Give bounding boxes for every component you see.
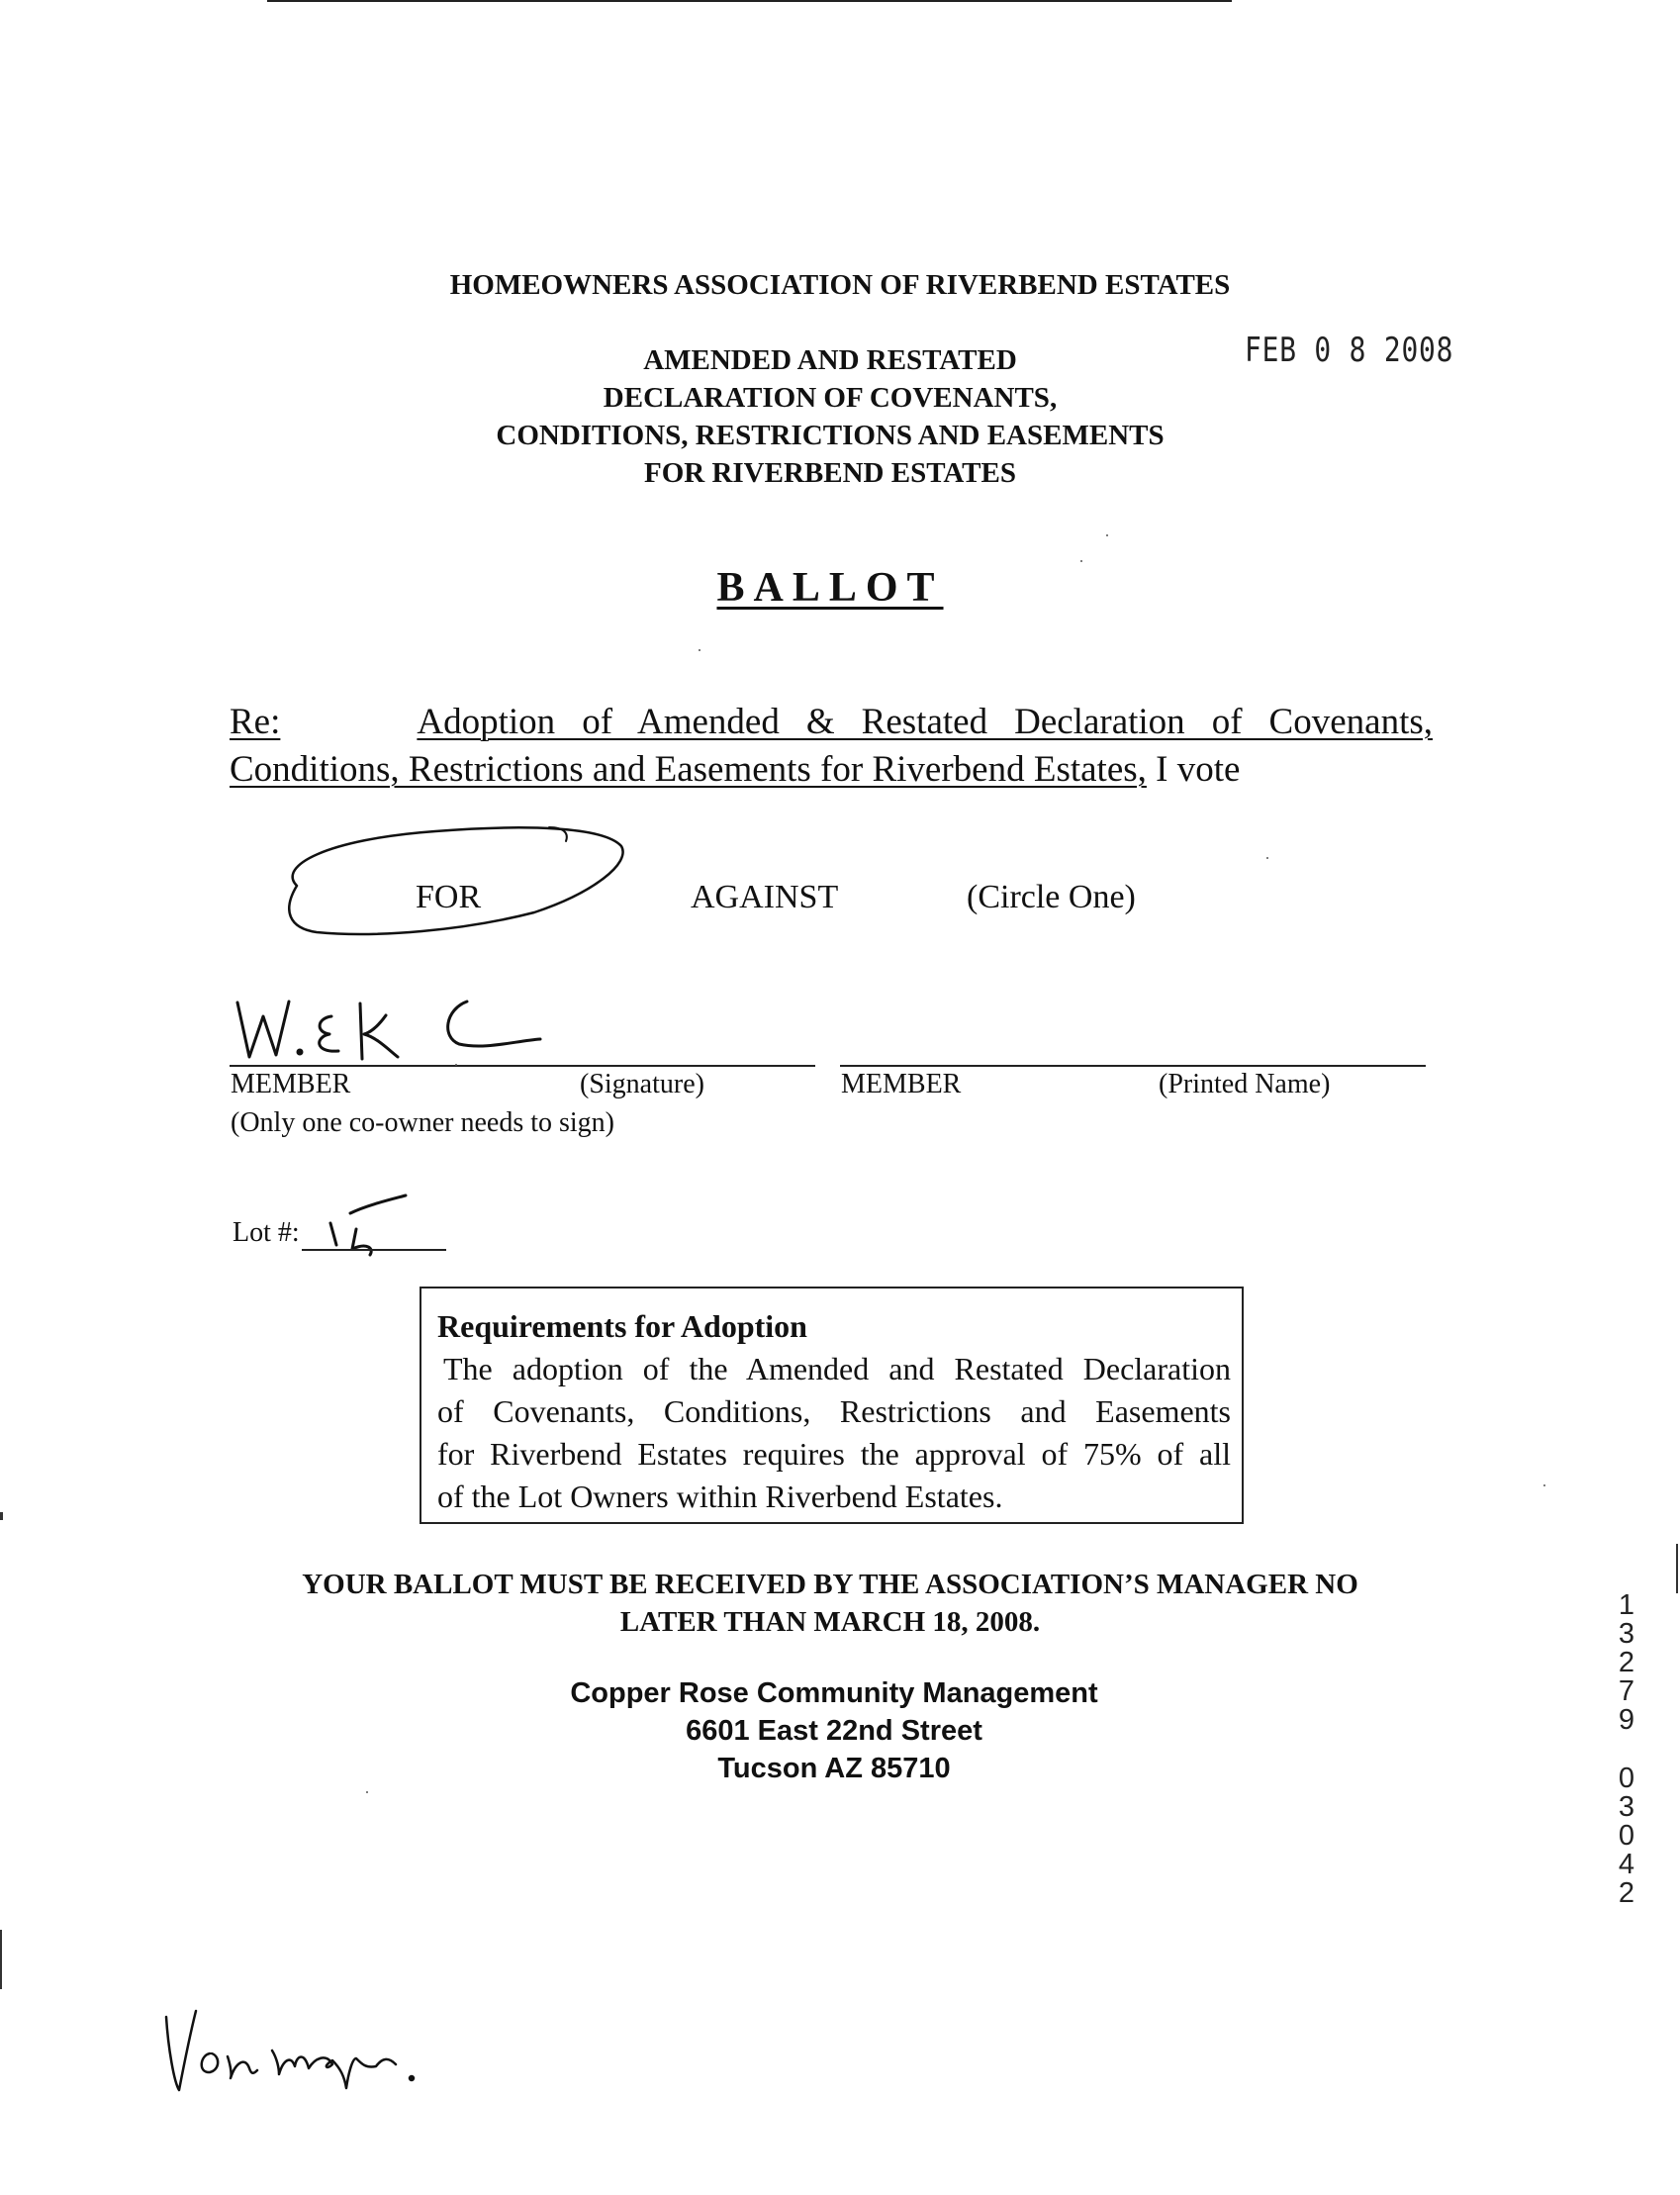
member-label: MEMBER [841, 1069, 962, 1099]
document-number-digit: 2 [1618, 1877, 1635, 1909]
handwritten-note [166, 2011, 414, 2090]
re-label: Re: [230, 702, 281, 742]
document-number [1609, 1591, 1644, 1908]
vote-option-for[interactable]: FOR [416, 879, 482, 915]
scan-speck [1080, 560, 1082, 562]
document-number-gap [1609, 1735, 1644, 1765]
scan-speck [1266, 857, 1268, 859]
requirements-line: of Covenants, Conditions, Restrictions and Easements [437, 1393, 1231, 1429]
deadline-line: LATER THAN MARCH 18, 2008. [619, 1606, 1041, 1638]
coowner-note: (Only one co-owner needs to sign) [231, 1107, 615, 1138]
vote-circle-mark [289, 827, 622, 934]
manager-city: Tucson AZ 85710 [717, 1753, 951, 1784]
manager-name: Copper Rose Community Management [570, 1677, 1098, 1709]
declaration-line: AMENDED AND RESTATED [643, 344, 1017, 376]
resolution-text-2: Conditions, Restrictions and Easements for Riverbend Estates, [230, 749, 1147, 790]
scan-edge-mark [0, 1930, 2, 1989]
document-number-digit: 0 [1618, 1763, 1635, 1794]
member-label: MEMBER [231, 1069, 351, 1099]
declaration-line: CONDITIONS, RESTRICTIONS AND EASEMENTS [496, 420, 1165, 451]
requirements-line: for Riverbend Estates requires the approval of 75% of all [437, 1436, 1231, 1472]
scan-speck [455, 1064, 457, 1066]
requirements-title: Requirements for Adoption [437, 1308, 807, 1344]
scan-edge-mark [0, 1512, 3, 1520]
scan-speck [366, 1791, 368, 1793]
document-number-digit: 7 [1618, 1675, 1635, 1707]
document-number-digit: 3 [1618, 1618, 1635, 1650]
organization-title: HOMEOWNERS ASSOCIATION OF RIVERBEND ESTATES [449, 269, 1231, 301]
scan-speck [699, 649, 700, 651]
requirements-line: The adoption of the Amended and Restated Declaration [443, 1351, 1231, 1386]
scan-edge-mark [1676, 1544, 1678, 1593]
document-number-digit: 9 [1618, 1704, 1635, 1736]
deadline-line: YOUR BALLOT MUST BE RECEIVED BY THE ASSOCIATION’S MANAGER NO [302, 1569, 1358, 1600]
deadline-notice [0, 1566, 1660, 1641]
scan-speck [1543, 1484, 1545, 1486]
circle-one-instruction: (Circle One) [967, 879, 1136, 915]
signature-line[interactable] [230, 1065, 815, 1067]
document-number-digit: 1 [1618, 1589, 1635, 1621]
lot-number-label: Lot #: [233, 1217, 300, 1248]
lot-number-handwritten [330, 1195, 406, 1255]
resolution-text-1: Adoption of Amended & Restated Declaration of Covenants, [417, 702, 1433, 742]
member-signature [237, 1002, 540, 1059]
requirements-line: of the Lot Owners within Riverbend Estates. [437, 1479, 1003, 1514]
declaration-line: FOR RIVERBEND ESTATES [643, 457, 1016, 489]
requirements-text [437, 1348, 1231, 1518]
manager-street: 6601 East 22nd Street [686, 1715, 982, 1747]
document-number-digit: 4 [1618, 1849, 1635, 1880]
manager-address [0, 1674, 1668, 1787]
vote-lead-in: I vote [1146, 749, 1241, 790]
declaration-line: DECLARATION OF COVENANTS, [603, 382, 1058, 414]
vote-option-against[interactable]: AGAINST [691, 879, 839, 915]
lot-number-field[interactable] [302, 1249, 446, 1251]
signature-label: (Signature) [580, 1069, 704, 1099]
printed-name-label: (Printed Name) [1159, 1069, 1331, 1099]
received-date-stamp: FEB 0 8 2008 [1245, 331, 1454, 370]
printed-name-line[interactable] [840, 1065, 1426, 1067]
ballot-title-text: BALLOT [716, 565, 944, 611]
document-number-digit: 3 [1618, 1791, 1635, 1823]
document-number-digit: 0 [1618, 1820, 1635, 1852]
scan-speck [1106, 534, 1108, 536]
document-number-digit: 2 [1618, 1647, 1635, 1678]
